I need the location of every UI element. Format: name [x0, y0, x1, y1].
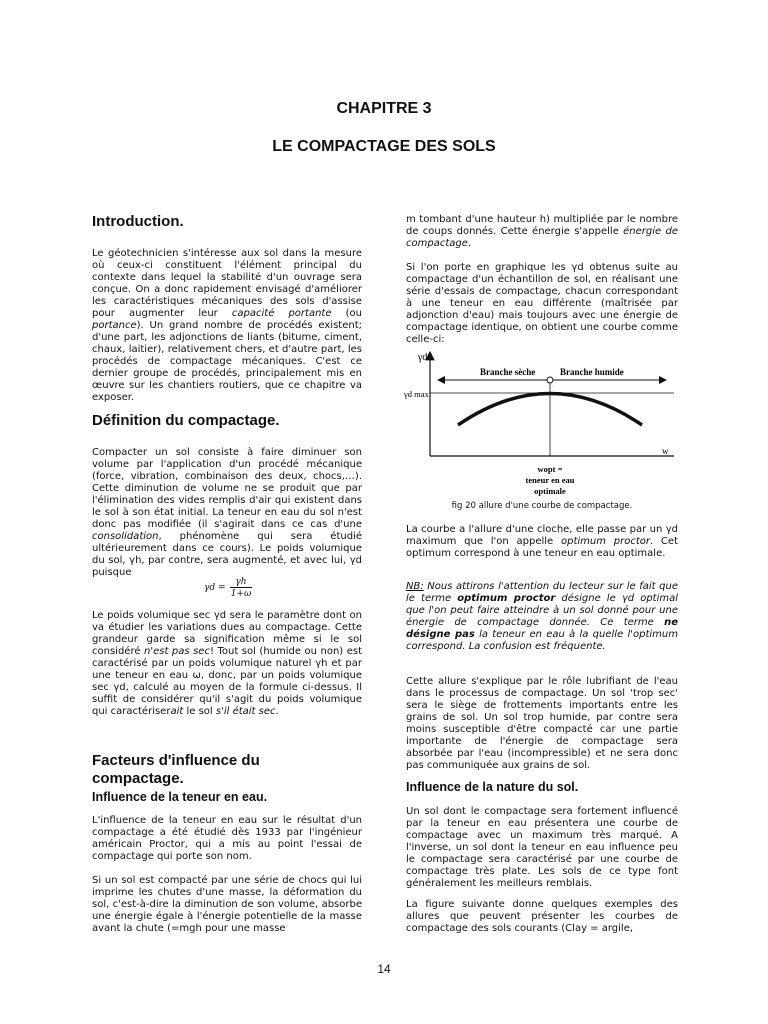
factors-heading: Facteurs d'influence du compactage. — [92, 752, 260, 787]
w-opt-label: wopt = — [537, 464, 563, 474]
optimum-point — [547, 377, 553, 383]
bell-curve-paragraph: La courbe a l'allure d'une cloche, elle passe par un γd maximum que l'on appelle optimum proctor. Cet optimum correspond à une teneur en eau optimale. — [406, 524, 678, 559]
page-number: 14 — [377, 962, 391, 976]
energy-continuation: m tombant d'une hauteur h) multipliée par le nombre de coups donnés. Cette énergie s'appelle énergie de compactage. — [406, 214, 678, 249]
graph-paragraph: Si l'on porte en graphique les γd obtenus suite au compactage d'un échantillon de sol, en réalisant une série d'essais de compactage, chacun correspondant à une teneur en eau différente (maîtrisée par adjonction d'eau) mais toujours avec une énergie de compactage identique, on obtient une courbe comme celle-ci: — [406, 262, 678, 345]
intro-paragraph: Le géotechnicien s'intéresse aux sol dans la mesure où ceux-ci constituent l'élément principal du contexte dans lequel la stabilité d'un ouvrage sera conçue. On a donc rapidement envisagé d'améliorer les caractéristiques mécaniques des sols d'assise pour augmenter leur capacité portante (ou portance). Un grand nombre de procédés existent; d'une part, les adjonctions de liants (bitume, ciment, chaux, laitier), relativement chers, et d'autre part, les procédés de compactage mécaniques. C'est ce dernier groupe de procédés, principalement mis en œuvre sur les chantiers routiers, que ce chapitre va exposer. — [92, 248, 362, 403]
wet-branch-label: Branche humide — [560, 367, 624, 377]
figure-intro-paragraph: La figure suivante donne quelques exemples des allures que peuvent présenter les courbes de compactage des sols courants (Clay = argile, — [406, 899, 678, 934]
lubricant-paragraph: Cette allure s'explique par le rôle lubrifiant de l'eau dans le processus de compactage. Un sol 'trop sec' sera le siège de frottements importants entre les grains de sol. Un sol trop humide, par contre sera moins susceptible d'être compacté car une partie importante de l'énergie de compactage sera absorbée par l'eau (incompressible) et ne sera donc pas communiquée aux grains de sol. — [406, 676, 678, 771]
dry-density-paragraph: Le poids volumique sec γd sera le paramètre dont on va étudier les variations dues au compactage. Cette grandeur garde sa signification même si le sol considéré n'est pas sec! Tout sol (humide ou non) est caractérisé par un poids volumique naturel γh et par une teneur en eau ω, donc, par un poids volumique sec γd, calculé au moyen de la formule ci-dessus. Il suffit de considérer qu'il s'agit du poids volumique qui caractériserait le sol s'il était sec. — [92, 610, 362, 717]
compaction-curve-figure — [404, 350, 680, 498]
x-axis-label: w — [662, 446, 669, 456]
figure-caption: fig 20 allure d'une courbe de compactage. — [451, 501, 633, 511]
page-title: LE COMPACTAGE DES SOLS — [272, 138, 496, 155]
intro-heading: Introduction. — [92, 213, 184, 230]
energy-paragraph: Si un sol est compacté par une série de chocs qui lui imprime les chutes d'une masse, la déformation du sol, c'est-à-dire la diminution de son volume, absorbe une énergie égale à l'énergie potentielle de la masse avant la chute (=mgh pour une masse — [92, 875, 362, 934]
w-opt-desc-1: teneur en eau — [525, 475, 575, 485]
w-opt-desc-2: optimale — [534, 486, 566, 496]
y-axis-label: γd — [418, 352, 428, 363]
gamma-d-max-label: γd max — [404, 389, 429, 399]
soil-nature-paragraph: Un sol dont le compactage sera fortement influencé par la teneur en eau présentera une courbe de compactage avec un maximum très marqué. A l'inverse, un sol dont la teneur en eau influence peu le compactage sera caractérisé par une courbe de compactage très plate. Les sols de ce type font généralement les meilleurs remblais. — [406, 806, 678, 889]
water-content-paragraph: L'influence de la teneur en eau sur le résultat d'un compactage a été étudié dès 1933 par l'ingénieur américain Proctor, qui a mis au point l'essai de compactage qui porte son nom. — [92, 815, 362, 862]
definition-heading: Définition du compactage. — [92, 412, 280, 429]
dry-branch-label: Branche sèche — [480, 367, 536, 377]
soil-nature-heading: Influence de la nature du sol. — [406, 780, 579, 794]
water-content-heading: Influence de la teneur en eau. — [92, 790, 268, 804]
chapter-label: CHAPITRE 3 — [336, 100, 432, 117]
definition-paragraph: Compacter un sol consiste à faire diminuer son volume par l'application d'un procédé mécanique (force, vibration, combinaison des deux, chocs,…). Cette diminution de volume ne se produit que par l'élimination des vides remplis d'air qui existent dans le sol à son état initial. La teneur en eau du sol n'est donc pas modifiée (il s'agirait dans ce cas d'une consolidation, phénomène qui sera étudié ultérieurement dans ce cours). Le poids volumique du sol, γh, par contre, sera augmenté, et avec lui, γd puisque — [92, 447, 362, 578]
dry-density-formula: γd = γh 1+ω — [204, 577, 252, 599]
nb-paragraph: NB: Nous attirons l'attention du lecteur sur le fait que le terme optimum proctor désigne le γd optimal que l'on peut faire atteindre à un sol donné pour une énergie de compactage donnée. Ce terme ne désigne pas la teneur en eau à la quelle l'optimum correspond. La confusion est fréquente. — [406, 581, 679, 652]
